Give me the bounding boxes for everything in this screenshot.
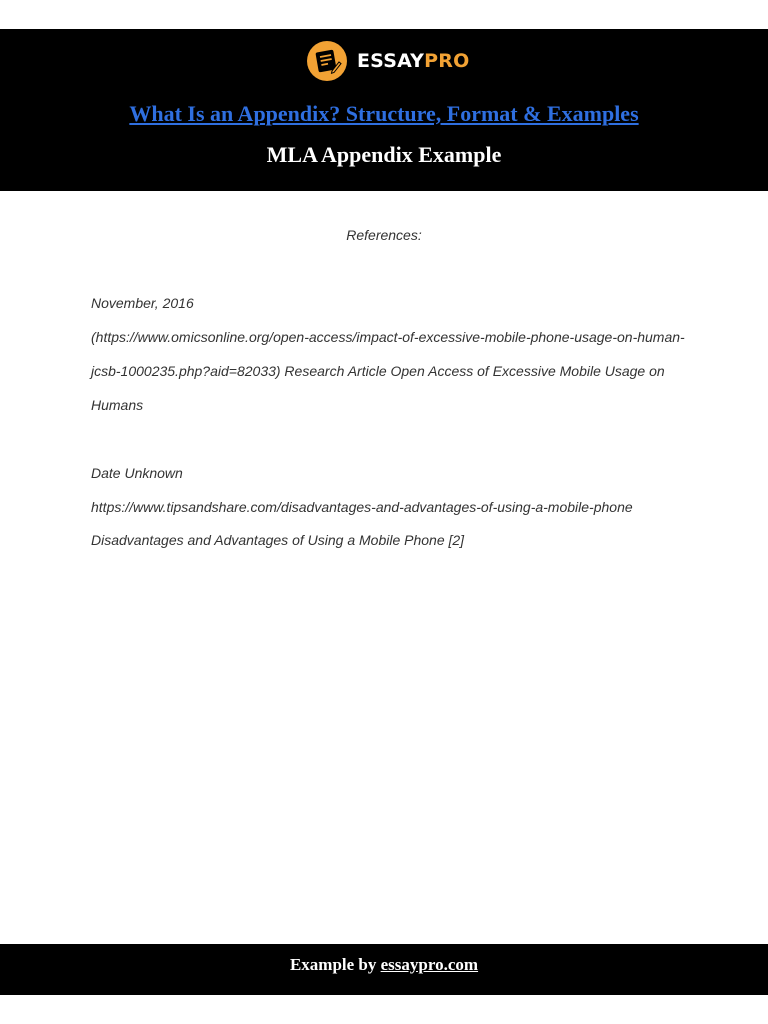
reference-1-date: November, 2016 [91, 295, 194, 311]
brand-name-part1: ESSAY [357, 50, 425, 72]
footer-banner [0, 944, 768, 995]
reference-1-line-3: Humans [91, 397, 144, 413]
footer-prefix: Example by [289, 955, 381, 974]
references-heading: References: [346, 227, 422, 243]
reference-1-line-1: (https://www.omicsonline.org/open-access/impact-of-excessive-mobile-phone-usage-on-human- [91, 329, 685, 345]
page-title: MLA Appendix Example [266, 142, 502, 167]
notepad-pencil-icon [306, 40, 348, 82]
reference-2-line-2: Disadvantages and Advantages of Using a Mobile Phone [2] [91, 532, 465, 548]
reference-2-line-1: https://www.tipsandshare.com/disadvantages-and-advantages-of-using-a-mobile-phone [91, 499, 633, 515]
footer-link[interactable]: essaypro.com [380, 955, 479, 974]
header-banner [0, 29, 768, 191]
article-title-link[interactable]: What Is an Appendix? Structure, Format & Examples [129, 101, 639, 126]
reference-2-date: Date Unknown [91, 465, 183, 481]
essaypro-logo[interactable] [306, 39, 469, 83]
brand-name [357, 50, 469, 72]
reference-1-line-2: jcsb-1000235.php?aid=82033) Research Article Open Access of Excessive Mobile Usage on [91, 363, 665, 379]
footer-credit [0, 955, 768, 975]
brand-name-part2: PRO [424, 50, 470, 72]
